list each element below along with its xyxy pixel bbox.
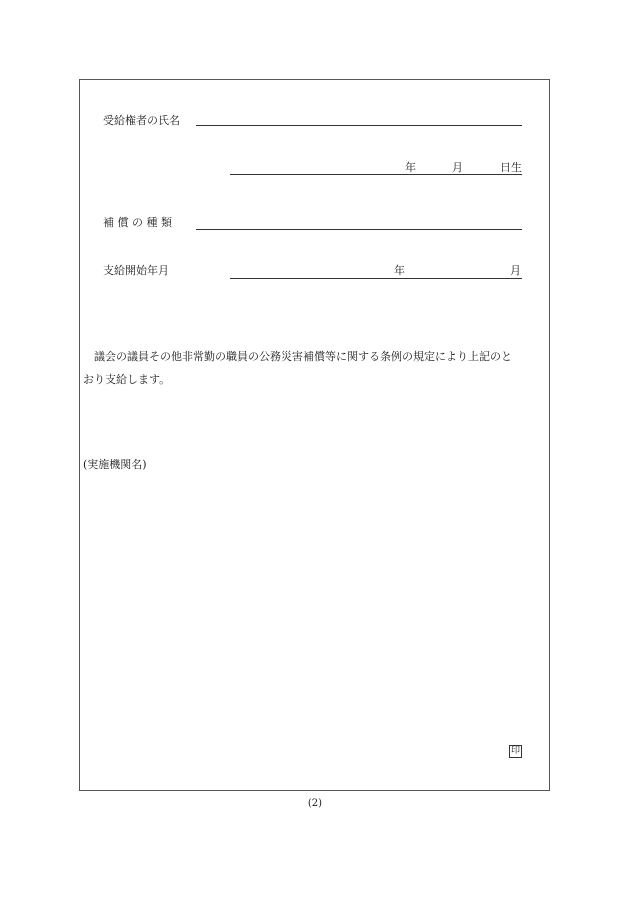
birth-month-unit: 月	[452, 161, 463, 174]
agency-label: (実施機関名)	[83, 458, 147, 471]
compensation-type-field[interactable]	[196, 229, 522, 230]
seal-mark: 印	[510, 746, 520, 756]
form-frame	[79, 79, 550, 791]
birth-date-field[interactable]	[230, 174, 522, 175]
recipient-name-field[interactable]	[196, 125, 522, 126]
statement-line-1: 議会の議員その他非常勤の職員の公務災害補償等に関する条例の規定により上記のと	[94, 350, 512, 363]
birth-day-unit: 日生	[500, 161, 522, 174]
payment-statement	[83, 345, 553, 391]
compensation-type-label: 補 償 の 種 類	[103, 216, 172, 229]
birth-year-unit: 年	[405, 161, 416, 174]
payment-start-label: 支給開始年月	[103, 264, 169, 277]
recipient-name-label: 受給権者の氏名	[103, 114, 180, 127]
statement-line-2: おり支給します。	[83, 373, 171, 386]
payment-start-field[interactable]	[230, 278, 522, 279]
start-month-unit: 月	[510, 264, 521, 277]
page-number: (2)	[307, 798, 323, 809]
start-year-unit: 年	[394, 264, 405, 277]
